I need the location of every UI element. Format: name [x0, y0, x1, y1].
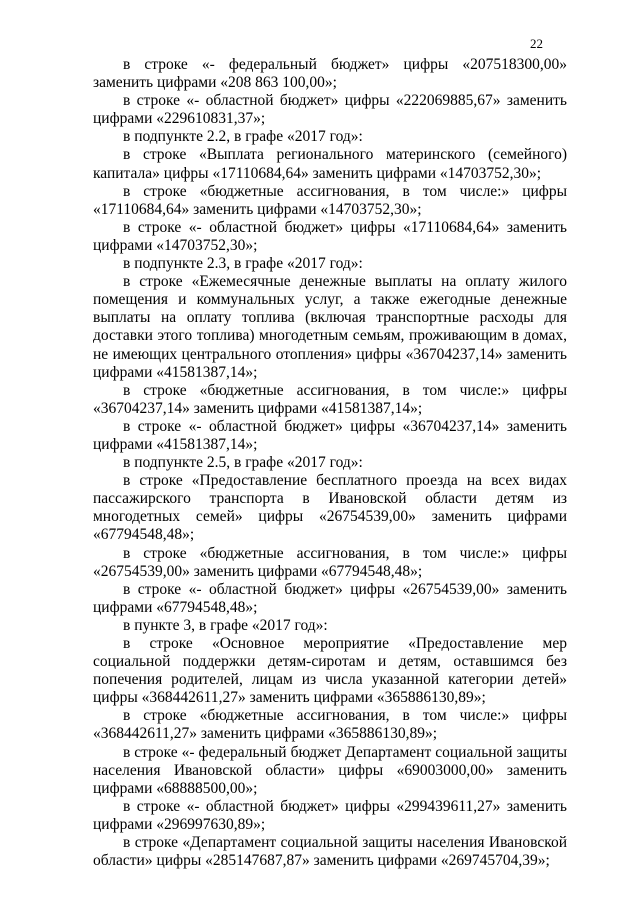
- page-number: 22: [530, 36, 543, 51]
- paragraph: в строке «Предоставление бесплатного проезда на всех видах пассажирского транспорта в Ивановской области детям из многодетных семей» цифры «26754539,00» заменить цифрами «67794548,48»;: [93, 472, 567, 544]
- paragraph: в строке «- областной бюджет» цифры «26754539,00» заменить цифрами «67794548,48»;: [93, 580, 567, 616]
- paragraph: в строке «- областной бюджет» цифры «17110684,64» заменить цифрами «14703752,30»;: [93, 218, 567, 254]
- paragraph: в строке «- областной бюджет» цифры «222069885,67» заменить цифрами «229610831,37»;: [93, 92, 567, 128]
- paragraph: в строке «Выплата регионального материнского (семейного) капитала» цифры «17110684,64» заменить цифрами «14703752,30»;: [93, 146, 567, 182]
- paragraph: в строке «бюджетные ассигнования, в том числе:» цифры «26754539,00» заменить цифрами «67794548,48»;: [93, 544, 567, 580]
- paragraph: в строке «Ежемесячные денежные выплаты на оплату жилого помещения и коммунальных услуг, а также ежегодные денежные выплаты на оплату топлива (включая транспортные расходы для доставки этого топлива) многодетным семьям, проживающим в домах, не имеющих центрального отопления» цифры «36704237,14» заменить цифрами «41581387,14»;: [93, 273, 567, 381]
- paragraph: в подпункте 2.2, в графе «2017 год»:: [123, 128, 363, 146]
- paragraph: в строке «- областной бюджет» цифры «36704237,14» заменить цифрами «41581387,14»;: [93, 417, 567, 453]
- paragraph: в строке «Основное мероприятие «Предоставление мер социальной поддержки детям-сиротам и детям, оставшимся без попечения родителей, лицам из числа указанной категории детей» цифры «368442611,27» заменить цифрами «365886130,89»;: [93, 635, 567, 707]
- paragraph: в подпункте 2.3, в графе «2017 год»:: [123, 255, 363, 273]
- paragraph: в пункте 3, в графе «2017 год»:: [123, 616, 328, 634]
- paragraph: в строке «бюджетные ассигнования, в том числе:» цифры «368442611,27» заменить цифрами «365886130,89»;: [93, 707, 567, 743]
- paragraph: в строке «- федеральный бюджет» цифры «207518300,00» заменить цифрами «208 863 100,00»;: [93, 56, 567, 92]
- paragraph: в строке «бюджетные ассигнования, в том числе:» цифры «17110684,64» заменить цифрами «14703752,30»;: [93, 182, 567, 218]
- paragraph: в строке «- областной бюджет» цифры «299439611,27» заменить цифрами «296997630,89»;: [93, 797, 567, 833]
- paragraph: в подпункте 2.5, в графе «2017 год»:: [123, 454, 363, 472]
- paragraph: в строке «- федеральный бюджет Департамент социальной защиты населения Ивановской области» цифры «69003000,00» заменить цифрами «68888500,00»;: [93, 743, 567, 797]
- paragraph: в строке «Департамент социальной защиты населения Ивановской области» цифры «285147687,87» заменить цифрами «269745704,39»;: [93, 834, 567, 870]
- paragraph: в строке «бюджетные ассигнования, в том числе:» цифры «36704237,14» заменить цифрами «41581387,14»;: [93, 381, 567, 417]
- document-body: [93, 56, 567, 870]
